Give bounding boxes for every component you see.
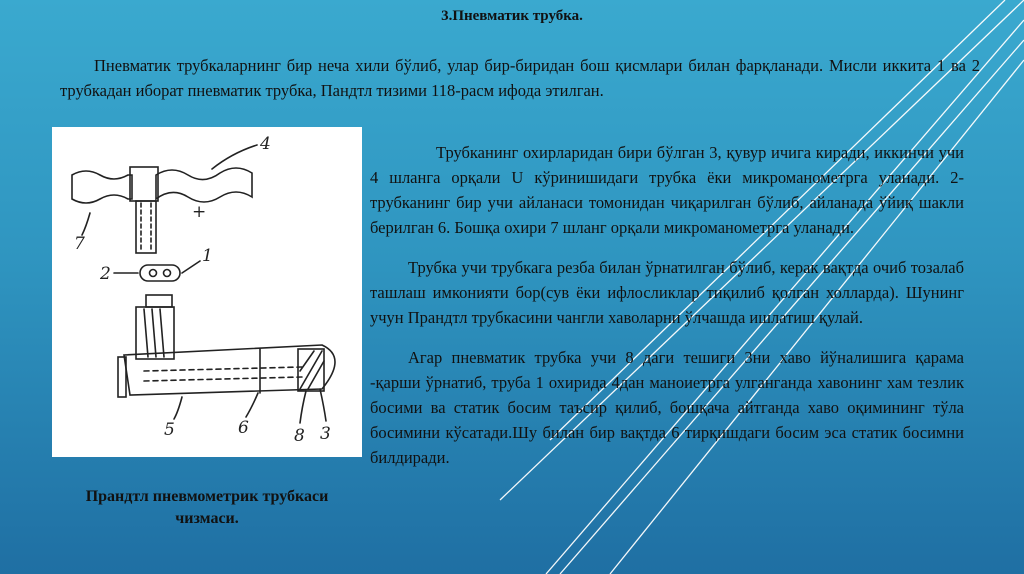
figure-label: 5 [164, 420, 175, 440]
vertical-tube [136, 201, 156, 253]
body-paragraph: Трубканинг охирларидан бири бўлган 3, қувур ичига киради, иккинчи учи 4 шланга орқали U кўринишидаги трубка ёки микроманометрга уланади. 2-трубканинг бир учи айланаси томонидан чиқарилган бўлиб, айланада ўйиқ шакли берилган 6. Бошқа охири 7 шланг орқали микроманометрга уланади. [370, 143, 964, 237]
top-connector [146, 295, 172, 307]
drawing-svg [52, 127, 362, 457]
figure-label: + [192, 202, 207, 222]
figure-label: 7 [74, 234, 85, 254]
figure-label: 1 [202, 246, 213, 266]
body-paragraph: Трубка учи трубкага резба билан ўрнатилган бўлиб, керак вақтда очиб тозалаб ташлаш имконияти бор(сув ёки ифлосликлар тиқилиб қолган холларда). Шунинг учун Прандтл трубкасини чангли хаволарни ўлчашда ишлатиш қулай. [370, 258, 964, 327]
t-junction [130, 167, 158, 201]
figure-label: 2 [100, 264, 111, 284]
figure-label: 6 [238, 418, 249, 438]
body-column [370, 140, 964, 485]
body-paragraph: Агар пневматик трубка учи 8 даги тешиги 3ни хаво йўналишига қарама -қарши ўрнатиб, труба 1 охирида 4дан маноиетрга улганганда хавонинг хам тезлик босими ва статик босим таъсир қилиб, бошқача айтганда хаво оқимининг тўла босимини кўсатади.Шу билан бир вақтда 6 тирқишдаги босим эса статик босимни билдиради. [370, 348, 964, 467]
leader-6 [246, 393, 258, 417]
leader-3 [320, 389, 326, 421]
leader-7 [82, 213, 90, 235]
prandtl-tube-drawing [52, 127, 362, 457]
handle-right [156, 168, 252, 202]
figure-label: 4 [260, 134, 271, 154]
handle-left [72, 171, 132, 203]
leader-1 [182, 261, 200, 273]
figure-caption: Прандтл пневмометрик трубкаси чизмаси. [85, 488, 329, 527]
leader-5 [174, 397, 182, 419]
figure-label: 8 [294, 426, 305, 446]
leader-8 [300, 391, 306, 423]
slide-title: 3.Пневматик трубка. [441, 8, 583, 24]
leader-4 [212, 145, 257, 169]
intro-paragraph [60, 53, 980, 103]
cross-section [140, 265, 180, 281]
intro-text: Пневматик трубкаларнинг бир неча хили бўлиб, улар бир-биридан бош қисмлари билан фарқланади. Мисли иккита 1 ва 2 трубкадан иборат пневматик трубка, Пандтл тизими 118-расм ифода этилган. [60, 56, 980, 100]
figure-label: 3 [320, 424, 331, 444]
